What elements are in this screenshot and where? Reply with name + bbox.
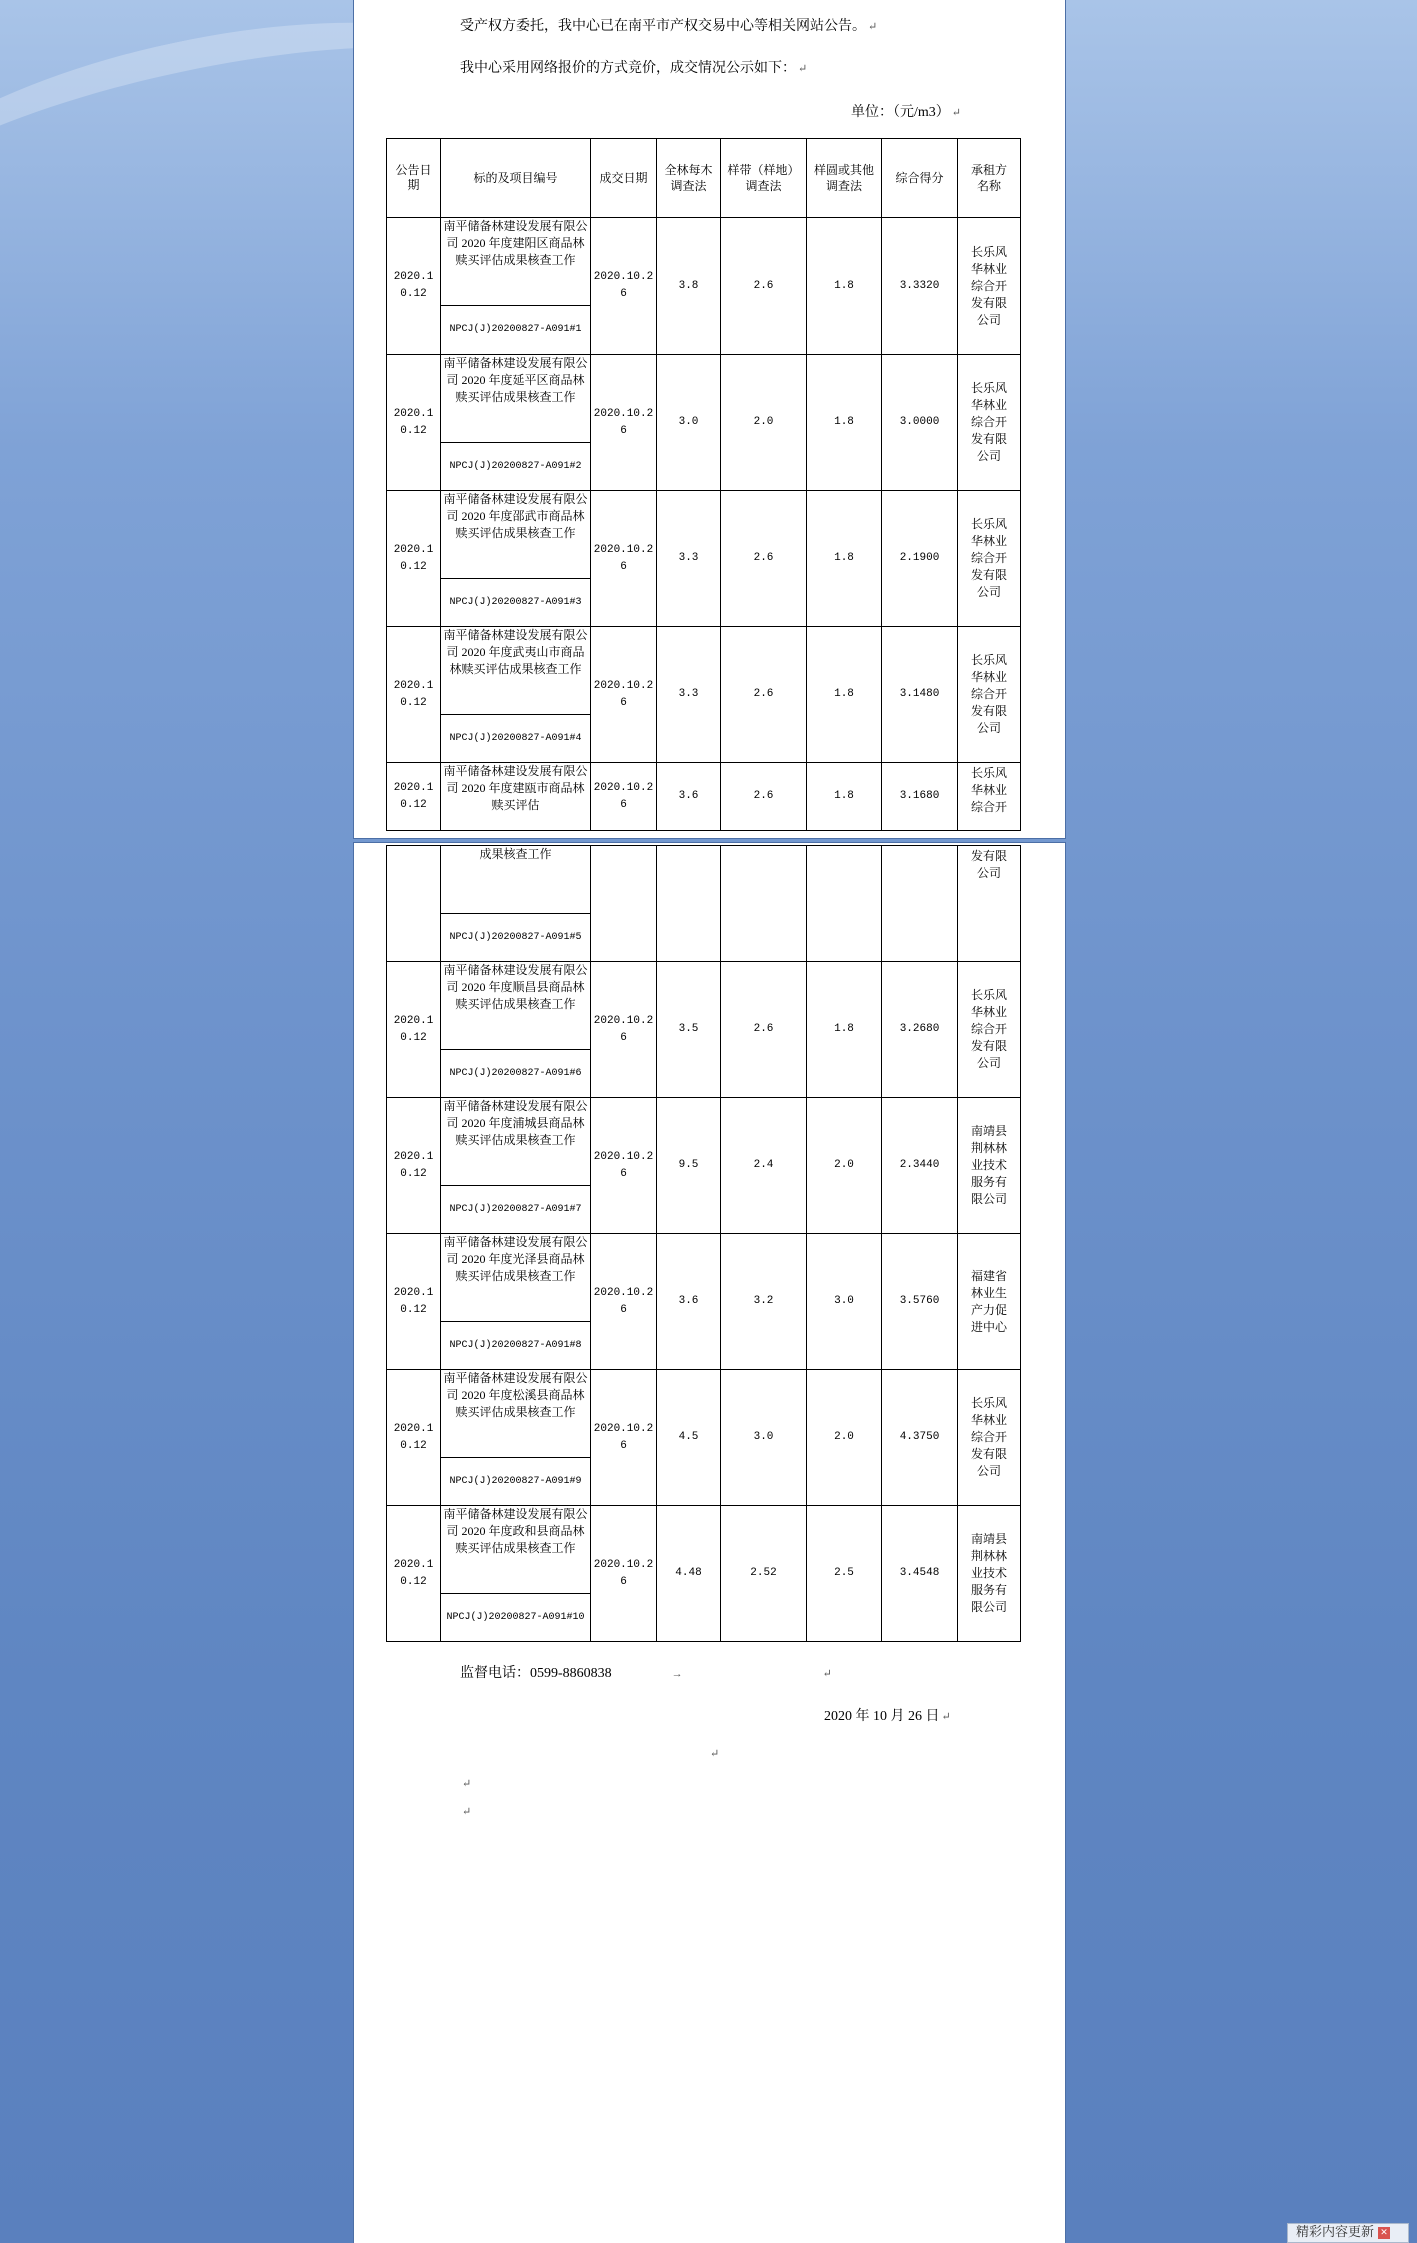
row-col-b: 2.6 xyxy=(721,763,807,831)
row-lessee: 长乐风华林业综合开发有限公司 xyxy=(958,1370,1021,1506)
row-title: 南平储备林建设发展有限公司 2020 年度建阳区商品林赎买评估成果核查工作 xyxy=(441,218,591,306)
row-col-c: 1.8 xyxy=(807,962,882,1098)
table-row-continued xyxy=(387,846,1021,914)
row-lessee: 长乐风华林业综合开发有限公司 xyxy=(958,355,1021,491)
row-deal-date: 2020.10.26 xyxy=(591,1098,657,1234)
row-code: NPCJ(J)20200827-A091#4 xyxy=(441,715,591,763)
header-project: 标的及项目编号 xyxy=(441,139,591,218)
row-date: 2020.10.12 xyxy=(387,1098,441,1234)
row-title: 南平储备林建设发展有限公司 2020 年度浦城县商品林赎买评估成果核查工作 xyxy=(441,1098,591,1186)
row-col-a: 4.5 xyxy=(657,1370,721,1506)
row-lessee: 长乐风华林业综合开发有限公司 xyxy=(958,962,1021,1098)
footer-date: 2020 年 10 月 26 日 ↵ xyxy=(824,1709,951,1724)
row-col-c: 2.0 xyxy=(807,1098,882,1234)
row-lessee: 长乐风华林业综合开发有限公司 xyxy=(958,218,1021,355)
empty-paragraph: ↵ xyxy=(710,1748,720,1760)
document-page-2 xyxy=(354,843,1065,2243)
table-row xyxy=(387,962,1021,1050)
row-col-b: 3.2 xyxy=(721,1234,807,1370)
row-date: 2020.10.12 xyxy=(387,1370,441,1506)
header-lessee: 承租方名称 xyxy=(958,139,1021,218)
empty-paragraph: ↵ xyxy=(462,1806,472,1818)
unit-label: 单位：（元/m3） ↵ xyxy=(851,105,961,120)
row-code: NPCJ(J)20200827-A091#7 xyxy=(441,1186,591,1234)
row-date: 2020.10.12 xyxy=(387,491,441,627)
row-col-a: 9.5 xyxy=(657,1098,721,1234)
row-date: 2020.10.12 xyxy=(387,1506,441,1642)
intro-line-1: 受产权方委托，我中心已在南平市产权交易中心等相关网站公告。 ↵ xyxy=(460,19,878,34)
row-lessee: 长乐风华林业综合开发有限公司 xyxy=(958,491,1021,627)
table-row xyxy=(387,491,1021,579)
row-lessee-part-1: 长乐风华林业综合开 xyxy=(958,763,1021,831)
row-col-c: 3.0 xyxy=(807,1234,882,1370)
table-row xyxy=(387,1506,1021,1594)
document-page-1 xyxy=(354,0,1065,838)
row-score: 3.5760 xyxy=(882,1234,958,1370)
row-score: 3.1480 xyxy=(882,627,958,763)
table-row xyxy=(387,218,1021,306)
row-lessee-part-2: 发有限公司 xyxy=(958,846,1021,962)
row-code: NPCJ(J)20200827-A091#3 xyxy=(441,579,591,627)
row-col-a: 3.6 xyxy=(657,763,721,831)
row-deal-date: 2020.10.26 xyxy=(591,962,657,1098)
row-col-b: 2.6 xyxy=(721,218,807,355)
row-score: 3.3320 xyxy=(882,218,958,355)
row-score: 3.0000 xyxy=(882,355,958,491)
row-code: NPCJ(J)20200827-A091#2 xyxy=(441,443,591,491)
row-col-c: 2.0 xyxy=(807,1370,882,1506)
corner-update-tag[interactable]: 精彩内容更新 ✕ xyxy=(1287,2223,1409,2243)
row-col-a: 3.5 xyxy=(657,962,721,1098)
header-col-a: 全林每木调查法 xyxy=(657,139,721,218)
row-title: 南平储备林建设发展有限公司 2020 年度邵武市商品林赎买评估成果核查工作 xyxy=(441,491,591,579)
row-col-a: 3.3 xyxy=(657,627,721,763)
row-title: 南平储备林建设发展有限公司 2020 年度政和县商品林赎买评估成果核查工作 xyxy=(441,1506,591,1594)
row-col-a: 3.6 xyxy=(657,1234,721,1370)
intro-line-2: 我中心采用网络报价的方式竞价，成交情况公示如下： ↵ xyxy=(460,61,808,76)
table-row xyxy=(387,627,1021,715)
row-date: 2020.10.12 xyxy=(387,1234,441,1370)
results-table-part-1 xyxy=(386,138,1021,831)
row-title: 南平储备林建设发展有限公司 2020 年度松溪县商品林赎买评估成果核查工作 xyxy=(441,1370,591,1458)
row-code: NPCJ(J)20200827-A091#6 xyxy=(441,1050,591,1098)
row-score: 3.4548 xyxy=(882,1506,958,1642)
row-score: 2.1900 xyxy=(882,491,958,627)
row-date: 2020.10.12 xyxy=(387,763,441,831)
row-date: 2020.10.12 xyxy=(387,627,441,763)
header-deal-date: 成交日期 xyxy=(591,139,657,218)
row-deal-date: 2020.10.26 xyxy=(591,491,657,627)
row-code: NPCJ(J)20200827-A091#8 xyxy=(441,1322,591,1370)
row-col-a: 3.0 xyxy=(657,355,721,491)
row-col-b: 2.6 xyxy=(721,627,807,763)
row-title-part-1: 南平储备林建设发展有限公司 2020 年度建瓯市商品林赎买评估 xyxy=(441,763,591,831)
row-col-c: 1.8 xyxy=(807,763,882,831)
results-table-part-2 xyxy=(386,845,1021,1642)
row-date: 2020.10.12 xyxy=(387,218,441,355)
table-header-row xyxy=(387,139,1021,218)
supervision-phone: 监督电话：0599-8860838 → ↵ xyxy=(460,1666,832,1681)
row-title: 南平储备林建设发展有限公司 2020 年度延平区商品林赎买评估成果核查工作 xyxy=(441,355,591,443)
row-col-c: 1.8 xyxy=(807,355,882,491)
table-row xyxy=(387,355,1021,443)
row-lessee: 福建省林业生产力促进中心 xyxy=(958,1234,1021,1370)
row-col-c: 1.8 xyxy=(807,627,882,763)
empty-paragraph: ↵ xyxy=(462,1778,472,1790)
row-lessee: 南靖县荆林林业技术服务有限公司 xyxy=(958,1506,1021,1642)
header-col-b: 样带（样地）调查法 xyxy=(721,139,807,218)
row-col-c: 1.8 xyxy=(807,218,882,355)
row-score: 4.3750 xyxy=(882,1370,958,1506)
row-code: NPCJ(J)20200827-A091#5 xyxy=(441,914,591,962)
row-score: 3.1680 xyxy=(882,763,958,831)
row-col-a: 3.3 xyxy=(657,491,721,627)
row-col-b: 2.52 xyxy=(721,1506,807,1642)
row-code: NPCJ(J)20200827-A091#9 xyxy=(441,1458,591,1506)
table-row xyxy=(387,1370,1021,1458)
row-title: 南平储备林建设发展有限公司 2020 年度光泽县商品林赎买评估成果核查工作 xyxy=(441,1234,591,1322)
row-col-c: 1.8 xyxy=(807,491,882,627)
table-row xyxy=(387,1098,1021,1186)
row-col-b: 2.6 xyxy=(721,491,807,627)
row-deal-date: 2020.10.26 xyxy=(591,1506,657,1642)
close-icon[interactable]: ✕ xyxy=(1378,2227,1390,2239)
row-deal-date: 2020.10.26 xyxy=(591,627,657,763)
row-date: 2020.10.12 xyxy=(387,962,441,1098)
row-lessee: 长乐风华林业综合开发有限公司 xyxy=(958,627,1021,763)
row-col-a: 3.8 xyxy=(657,218,721,355)
row-date: 2020.10.12 xyxy=(387,355,441,491)
row-deal-date: 2020.10.26 xyxy=(591,1234,657,1370)
row-col-b: 3.0 xyxy=(721,1370,807,1506)
row-score: 2.3440 xyxy=(882,1098,958,1234)
row-title: 南平储备林建设发展有限公司 2020 年度顺昌县商品林赎买评估成果核查工作 xyxy=(441,962,591,1050)
row-title: 南平储备林建设发展有限公司 2020 年度武夷山市商品林赎买评估成果核查工作 xyxy=(441,627,591,715)
row-col-b: 2.6 xyxy=(721,962,807,1098)
row-lessee: 南靖县荆林林业技术服务有限公司 xyxy=(958,1098,1021,1234)
row-deal-date: 2020.10.26 xyxy=(591,763,657,831)
header-date: 公告日期 xyxy=(387,139,441,218)
header-score: 综合得分 xyxy=(882,139,958,218)
row-code: NPCJ(J)20200827-A091#1 xyxy=(441,306,591,355)
table-row xyxy=(387,1234,1021,1322)
row-col-b: 2.0 xyxy=(721,355,807,491)
row-deal-date: 2020.10.26 xyxy=(591,355,657,491)
row-code: NPCJ(J)20200827-A091#10 xyxy=(441,1594,591,1642)
header-col-c: 样圆或其他调查法 xyxy=(807,139,882,218)
row-deal-date: 2020.10.26 xyxy=(591,1370,657,1506)
row-col-a: 4.48 xyxy=(657,1506,721,1642)
row-col-b: 2.4 xyxy=(721,1098,807,1234)
row-col-c: 2.5 xyxy=(807,1506,882,1642)
table-row xyxy=(387,763,1021,831)
row-title-part-2: 成果核查工作 xyxy=(441,846,591,914)
row-score: 3.2680 xyxy=(882,962,958,1098)
row-deal-date: 2020.10.26 xyxy=(591,218,657,355)
